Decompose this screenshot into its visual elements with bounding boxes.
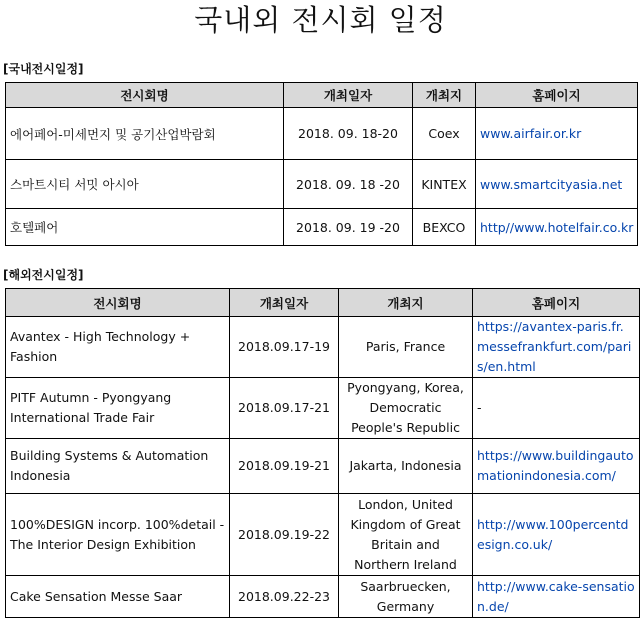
exhibition-date: 2018.09.19-22	[230, 494, 339, 576]
exhibition-website-link[interactable]: https://avantex-paris.fr.messefrankfurt.com/paris/en.html	[473, 317, 640, 378]
exhibition-name: PITF Autumn - Pyongyang International Trade Fair	[6, 378, 230, 439]
page-title: 국내외 전시회 일정	[194, 3, 447, 37]
exhibition-venue: KINTEX	[413, 160, 476, 209]
exhibition-date: 2018.09.19-21	[230, 439, 339, 494]
exhibition-website-link[interactable]: www.airfair.or.kr	[476, 108, 638, 160]
table-row	[6, 317, 640, 378]
exhibition-name: 호텔페어	[6, 209, 284, 246]
column-header: 개최일자	[284, 83, 413, 108]
exhibition-website-link: -	[473, 378, 640, 439]
exhibition-name: Cake Sensation Messe Saar	[6, 576, 230, 618]
exhibition-website-link[interactable]: http//www.hotelfair.co.kr	[476, 209, 638, 246]
exhibition-venue: BEXCO	[413, 209, 476, 246]
column-header: 홈페이지	[476, 83, 638, 108]
exhibition-venue: Saarbruecken, Germany	[339, 576, 473, 618]
column-header: 홈페이지	[473, 289, 640, 317]
table-row	[6, 378, 640, 439]
domestic-heading: [국내전시일정]	[3, 62, 84, 76]
exhibition-name: 100%DESIGN incorp. 100%detail - The Interior Design Exhibition	[6, 494, 230, 576]
column-header: 전시회명	[6, 83, 284, 108]
exhibition-venue: Coex	[413, 108, 476, 160]
exhibition-website-link[interactable]: www.smartcityasia.net	[476, 160, 638, 209]
column-header: 개최지	[339, 289, 473, 317]
exhibition-date: 2018.09.22-23	[230, 576, 339, 618]
table-row	[6, 108, 638, 160]
exhibition-venue: Paris, France	[339, 317, 473, 378]
exhibition-date: 2018. 09. 19 -20	[284, 209, 413, 246]
exhibition-name: Avantex - High Technology + Fashion	[6, 317, 230, 378]
exhibition-date: 2018.09.17-19	[230, 317, 339, 378]
table-row	[6, 160, 638, 209]
exhibition-date: 2018. 09. 18 -20	[284, 160, 413, 209]
column-header: 개최지	[413, 83, 476, 108]
table-row	[6, 576, 640, 618]
exhibition-venue: London, United Kingdom of Great Britain and Northern Ireland	[339, 494, 473, 576]
table-header-row	[6, 83, 638, 108]
exhibition-name: 스마트시티 서밋 아시아	[6, 160, 284, 209]
exhibition-venue: Pyongyang, Korea, Democratic People's Republic	[339, 378, 473, 439]
exhibition-name: Building Systems & Automation Indonesia	[6, 439, 230, 494]
exhibition-website-link[interactable]: http://www.cake-sensation.de/	[473, 576, 640, 618]
exhibition-date: 2018.09.17-21	[230, 378, 339, 439]
column-header: 개최일자	[230, 289, 339, 317]
exhibition-website-link[interactable]: https://www.buildingautomationindonesia.com/	[473, 439, 640, 494]
exhibition-website-link[interactable]: http://www.100percentdesign.co.uk/	[473, 494, 640, 576]
overseas-table	[5, 288, 640, 618]
table-row	[6, 439, 640, 494]
exhibition-venue: Jakarta, Indonesia	[339, 439, 473, 494]
table-row	[6, 209, 638, 246]
column-header: 전시회명	[6, 289, 230, 317]
overseas-heading: [해외전시일정]	[3, 268, 84, 282]
table-row	[6, 494, 640, 576]
table-header-row	[6, 289, 640, 317]
domestic-table	[5, 82, 638, 246]
exhibition-name: 에어페어-미세먼지 및 공기산업박람회	[6, 108, 284, 160]
exhibition-date: 2018. 09. 18-20	[284, 108, 413, 160]
